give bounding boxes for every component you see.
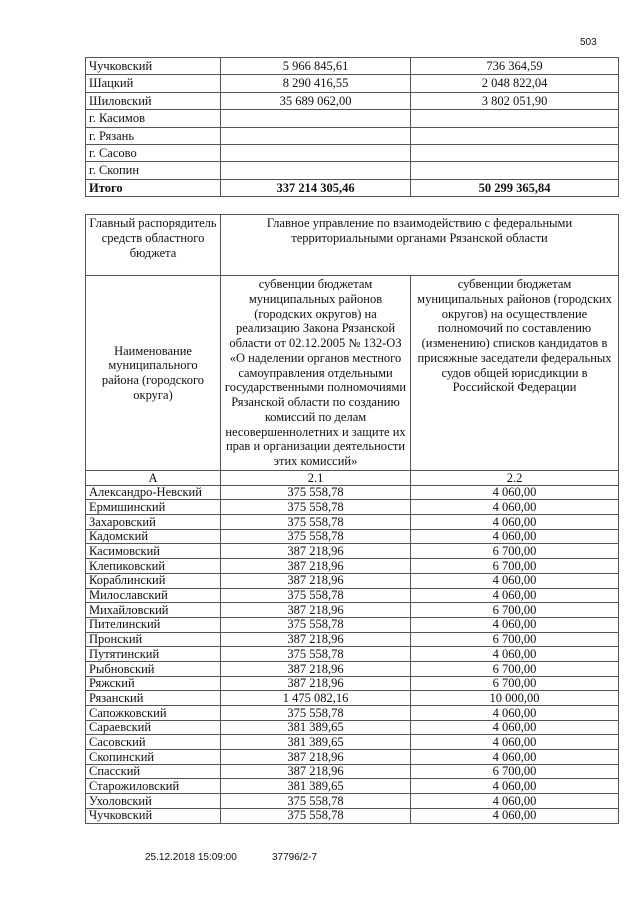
- amount-cell: 387 218,96: [221, 676, 411, 691]
- footer-timestamp: 25.12.2018 15:09:00: [145, 852, 237, 863]
- district-name-cell: Путятинский: [86, 647, 221, 662]
- amount-cell: [221, 162, 411, 179]
- amount-cell: 50 299 365,84: [411, 179, 619, 196]
- amount-cell: 2 048 822,04: [411, 75, 619, 92]
- district-name-cell: Ухоловский: [86, 794, 221, 809]
- amount-cell: 337 214 305,46: [221, 179, 411, 196]
- amount-cell: 4 060,00: [411, 808, 619, 823]
- amount-cell: 8 290 416,55: [221, 75, 411, 92]
- district-name-cell: Чучковский: [86, 808, 221, 823]
- district-name-cell: Рыбновский: [86, 661, 221, 676]
- budget-table-continued: [85, 57, 619, 197]
- district-name-cell: Сапожковский: [86, 706, 221, 721]
- table-row: [86, 603, 619, 618]
- district-name-cell: Милославский: [86, 588, 221, 603]
- header-col-2-1: субвенции бюджетам муниципальных районов (городских округов) на реализацию Закона Рязанской области от 02.12.2005 № 132-ОЗ «О наделении органов местного самоуправления отдельными государственными полномочиями Рязанской области по созданию комиссий по делам несовершеннолетних и защите их прав и организации деятельности этих комиссий»: [221, 276, 411, 471]
- amount-cell: 375 558,78: [221, 515, 411, 530]
- table-row: [86, 676, 619, 691]
- district-name-cell: Захаровский: [86, 515, 221, 530]
- table-row: [86, 144, 619, 161]
- amount-cell: [411, 110, 619, 127]
- amount-cell: 381 389,65: [221, 779, 411, 794]
- amount-cell: 10 000,00: [411, 691, 619, 706]
- amount-cell: 375 558,78: [221, 588, 411, 603]
- table-row: [86, 588, 619, 603]
- amount-cell: 4 060,00: [411, 485, 619, 500]
- table-row: [86, 764, 619, 779]
- district-name-cell: г. Касимов: [86, 110, 221, 127]
- district-name-cell: Александро-Невский: [86, 485, 221, 500]
- amount-cell: 4 060,00: [411, 779, 619, 794]
- table-row: [86, 691, 619, 706]
- amount-cell: 6 700,00: [411, 544, 619, 559]
- district-name-cell: Скопинский: [86, 750, 221, 765]
- amount-cell: 5 966 845,61: [221, 58, 411, 75]
- district-name-cell: Ряжский: [86, 676, 221, 691]
- district-name-cell: Клепиковский: [86, 559, 221, 574]
- table-row: [86, 735, 619, 750]
- district-name-cell: Ермишинский: [86, 500, 221, 515]
- district-name-cell: Пителинский: [86, 617, 221, 632]
- district-name-cell: Чучковский: [86, 58, 221, 75]
- table-row: [86, 127, 619, 144]
- table-row: [86, 485, 619, 500]
- amount-cell: 375 558,78: [221, 794, 411, 809]
- district-name-cell: Старожиловский: [86, 779, 221, 794]
- table-row: [86, 808, 619, 823]
- amount-cell: 387 218,96: [221, 573, 411, 588]
- district-name-cell: Спасский: [86, 764, 221, 779]
- table-row: [86, 58, 619, 75]
- header-col-2-2: субвенции бюджетам муниципальных районов (городских округов) на осуществление полномочий по составлению (изменению) списков кандидатов в присяжные заседатели федеральных судов общей юрисдикции в Российской Федерации: [411, 276, 619, 471]
- amount-cell: 375 558,78: [221, 529, 411, 544]
- district-name-cell: г. Рязань: [86, 127, 221, 144]
- amount-cell: 387 218,96: [221, 603, 411, 618]
- subvention-table: [85, 214, 619, 824]
- district-name-cell: г. Скопин: [86, 162, 221, 179]
- amount-cell: 387 218,96: [221, 632, 411, 647]
- table-row: [86, 92, 619, 109]
- col-number: А: [86, 471, 221, 486]
- amount-cell: 381 389,65: [221, 735, 411, 750]
- table-row: [86, 544, 619, 559]
- amount-cell: 4 060,00: [411, 706, 619, 721]
- table-row: [86, 794, 619, 809]
- district-name-cell: Шацкий: [86, 75, 221, 92]
- amount-cell: 375 558,78: [221, 485, 411, 500]
- header-main-distributor: Главный распорядитель средств областного бюджета: [86, 215, 221, 276]
- amount-cell: 4 060,00: [411, 750, 619, 765]
- amount-cell: 6 700,00: [411, 661, 619, 676]
- amount-cell: 4 060,00: [411, 735, 619, 750]
- amount-cell: [221, 110, 411, 127]
- table-row: [86, 661, 619, 676]
- amount-cell: 4 060,00: [411, 647, 619, 662]
- table-row: [86, 75, 619, 92]
- district-name-cell: Сасовский: [86, 735, 221, 750]
- table-row: [86, 632, 619, 647]
- table-row: [86, 500, 619, 515]
- table-row: [86, 110, 619, 127]
- column-number-row: [86, 471, 619, 486]
- amount-cell: 1 475 082,16: [221, 691, 411, 706]
- amount-cell: 387 218,96: [221, 661, 411, 676]
- amount-cell: 375 558,78: [221, 647, 411, 662]
- table-row: [86, 647, 619, 662]
- header-department: Главное управление по взаимодействию с федеральными территориальными органами Рязанской области: [221, 215, 619, 276]
- amount-cell: 6 700,00: [411, 676, 619, 691]
- table-row: [86, 529, 619, 544]
- table-row: [86, 706, 619, 721]
- district-name-cell: Кораблинский: [86, 573, 221, 588]
- amount-cell: 381 389,65: [221, 720, 411, 735]
- district-name-cell: Рязанский: [86, 691, 221, 706]
- amount-cell: [411, 162, 619, 179]
- amount-cell: 375 558,78: [221, 808, 411, 823]
- amount-cell: 4 060,00: [411, 529, 619, 544]
- amount-cell: 6 700,00: [411, 559, 619, 574]
- header-row-2: [86, 276, 619, 471]
- amount-cell: 387 218,96: [221, 750, 411, 765]
- amount-cell: 736 364,59: [411, 58, 619, 75]
- district-name-cell: Сараевский: [86, 720, 221, 735]
- district-name-cell: Пронский: [86, 632, 221, 647]
- amount-cell: 4 060,00: [411, 588, 619, 603]
- district-name-cell: Касимовский: [86, 544, 221, 559]
- amount-cell: 4 060,00: [411, 794, 619, 809]
- amount-cell: 6 700,00: [411, 764, 619, 779]
- page-number: 503: [580, 37, 597, 48]
- amount-cell: 3 802 051,90: [411, 92, 619, 109]
- amount-cell: 375 558,78: [221, 706, 411, 721]
- amount-cell: [411, 144, 619, 161]
- district-name-cell: г. Сасово: [86, 144, 221, 161]
- amount-cell: 4 060,00: [411, 515, 619, 530]
- col-number: 2.2: [411, 471, 619, 486]
- amount-cell: 4 060,00: [411, 617, 619, 632]
- amount-cell: [221, 127, 411, 144]
- footer-doc-id: 37796/2-7: [272, 852, 318, 863]
- district-name-cell: Итого: [86, 179, 221, 196]
- table-row: [86, 515, 619, 530]
- amount-cell: 387 218,96: [221, 764, 411, 779]
- header-row-1: [86, 215, 619, 276]
- table-row: [86, 162, 619, 179]
- amount-cell: 6 700,00: [411, 603, 619, 618]
- table-row: [86, 573, 619, 588]
- amount-cell: 4 060,00: [411, 720, 619, 735]
- amount-cell: 387 218,96: [221, 544, 411, 559]
- amount-cell: 35 689 062,00: [221, 92, 411, 109]
- amount-cell: 375 558,78: [221, 500, 411, 515]
- table-row: [86, 750, 619, 765]
- amount-cell: 375 558,78: [221, 617, 411, 632]
- table-row: [86, 779, 619, 794]
- district-name-cell: Шиловский: [86, 92, 221, 109]
- amount-cell: [411, 127, 619, 144]
- district-name-cell: Кадомский: [86, 529, 221, 544]
- col-number: 2.1: [221, 471, 411, 486]
- table-row: [86, 559, 619, 574]
- table-row: [86, 617, 619, 632]
- amount-cell: 4 060,00: [411, 500, 619, 515]
- district-name-cell: Михайловский: [86, 603, 221, 618]
- amount-cell: [221, 144, 411, 161]
- amount-cell: 387 218,96: [221, 559, 411, 574]
- table-row: [86, 720, 619, 735]
- header-district-name: Наименование муниципального района (городского округа): [86, 276, 221, 471]
- amount-cell: 4 060,00: [411, 573, 619, 588]
- table-row: [86, 179, 619, 196]
- amount-cell: 6 700,00: [411, 632, 619, 647]
